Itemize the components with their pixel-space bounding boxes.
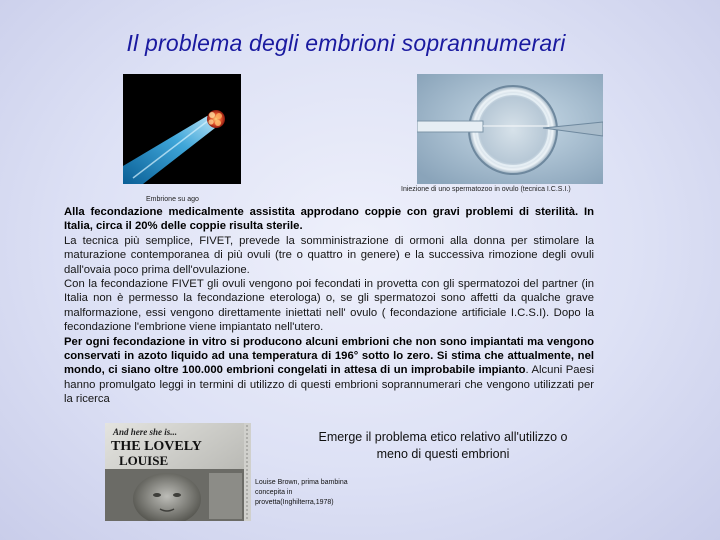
paragraph-fivet-fecondazione: Con la fecondazione FIVET gli ovuli vengono poi fecondati in provetta con gli spermatozoi del partner (in Italia non è permesso la fecondazione eterologa) o, se gli spermatozoi sono affetti da qualche grave malformazione, essi vengono direttamente iniettati nell' ovulo ( fecondazione artificiale I.C.S.I). Dopo la fecondazione l'embrione viene impiantato nell'utero. — [64, 278, 594, 334]
paragraph-fivet-technique: La tecnica più semplice, FIVET, prevede la somministrazione di ormoni alla donna per stimolare la maturazione contemporanea di più ovuli (tre o quattro in genere) e la successiva rimozione degli ovuli dall'ovaia poco prima dell'ovulazione. — [64, 234, 594, 276]
headline-line-3: LOUISE — [119, 453, 169, 468]
paragraph-sterility: Alla fecondazione medicalmente assistita approdano coppie con gravi problemi di sterilità. In Italia, circa il 20% delle coppie risulta sterile. — [64, 206, 594, 233]
icsi-caption: Iniezione di uno spermatozoo in ovulo (tecnica I.C.S.I.) — [401, 186, 571, 193]
embryo-caption: Embrione su ago — [146, 196, 199, 203]
paragraph-frozen-embryos: Per ogni fecondazione in vitro si producono alcuni embrioni che non sono impiantati ma vengono conservati in azoto liquido ad una temperatura di 196° sotto lo zero. Si stima che attualmente, nel mondo, ci siano oltre 100.000 embrioni congelati in attesa di un improbabile impianto. Alcuni Paesi hanno promulgato leggi in termini di utilizzo di questi embrioni soprannumerari che vengono utilizzati per la ricerca — [64, 335, 594, 406]
ethic-problem-note: Emerge il problema etico relativo all'utilizzo o meno di questi embrioni — [318, 430, 568, 461]
louise-brown-newspaper-image — [105, 423, 251, 521]
body-text — [64, 205, 594, 407]
embryo-on-needle-image — [123, 74, 241, 184]
icsi-microscope-image — [417, 74, 603, 184]
page-title: Il problema degli embrioni soprannumerari — [126, 30, 566, 56]
louise-brown-caption: Louise Brown, prima bambina concepita in provetta(Inghilterra,1978) — [255, 479, 348, 506]
headline-line-2: THE LOVELY — [111, 439, 202, 454]
headline-line-1: And here she is... — [113, 427, 178, 437]
